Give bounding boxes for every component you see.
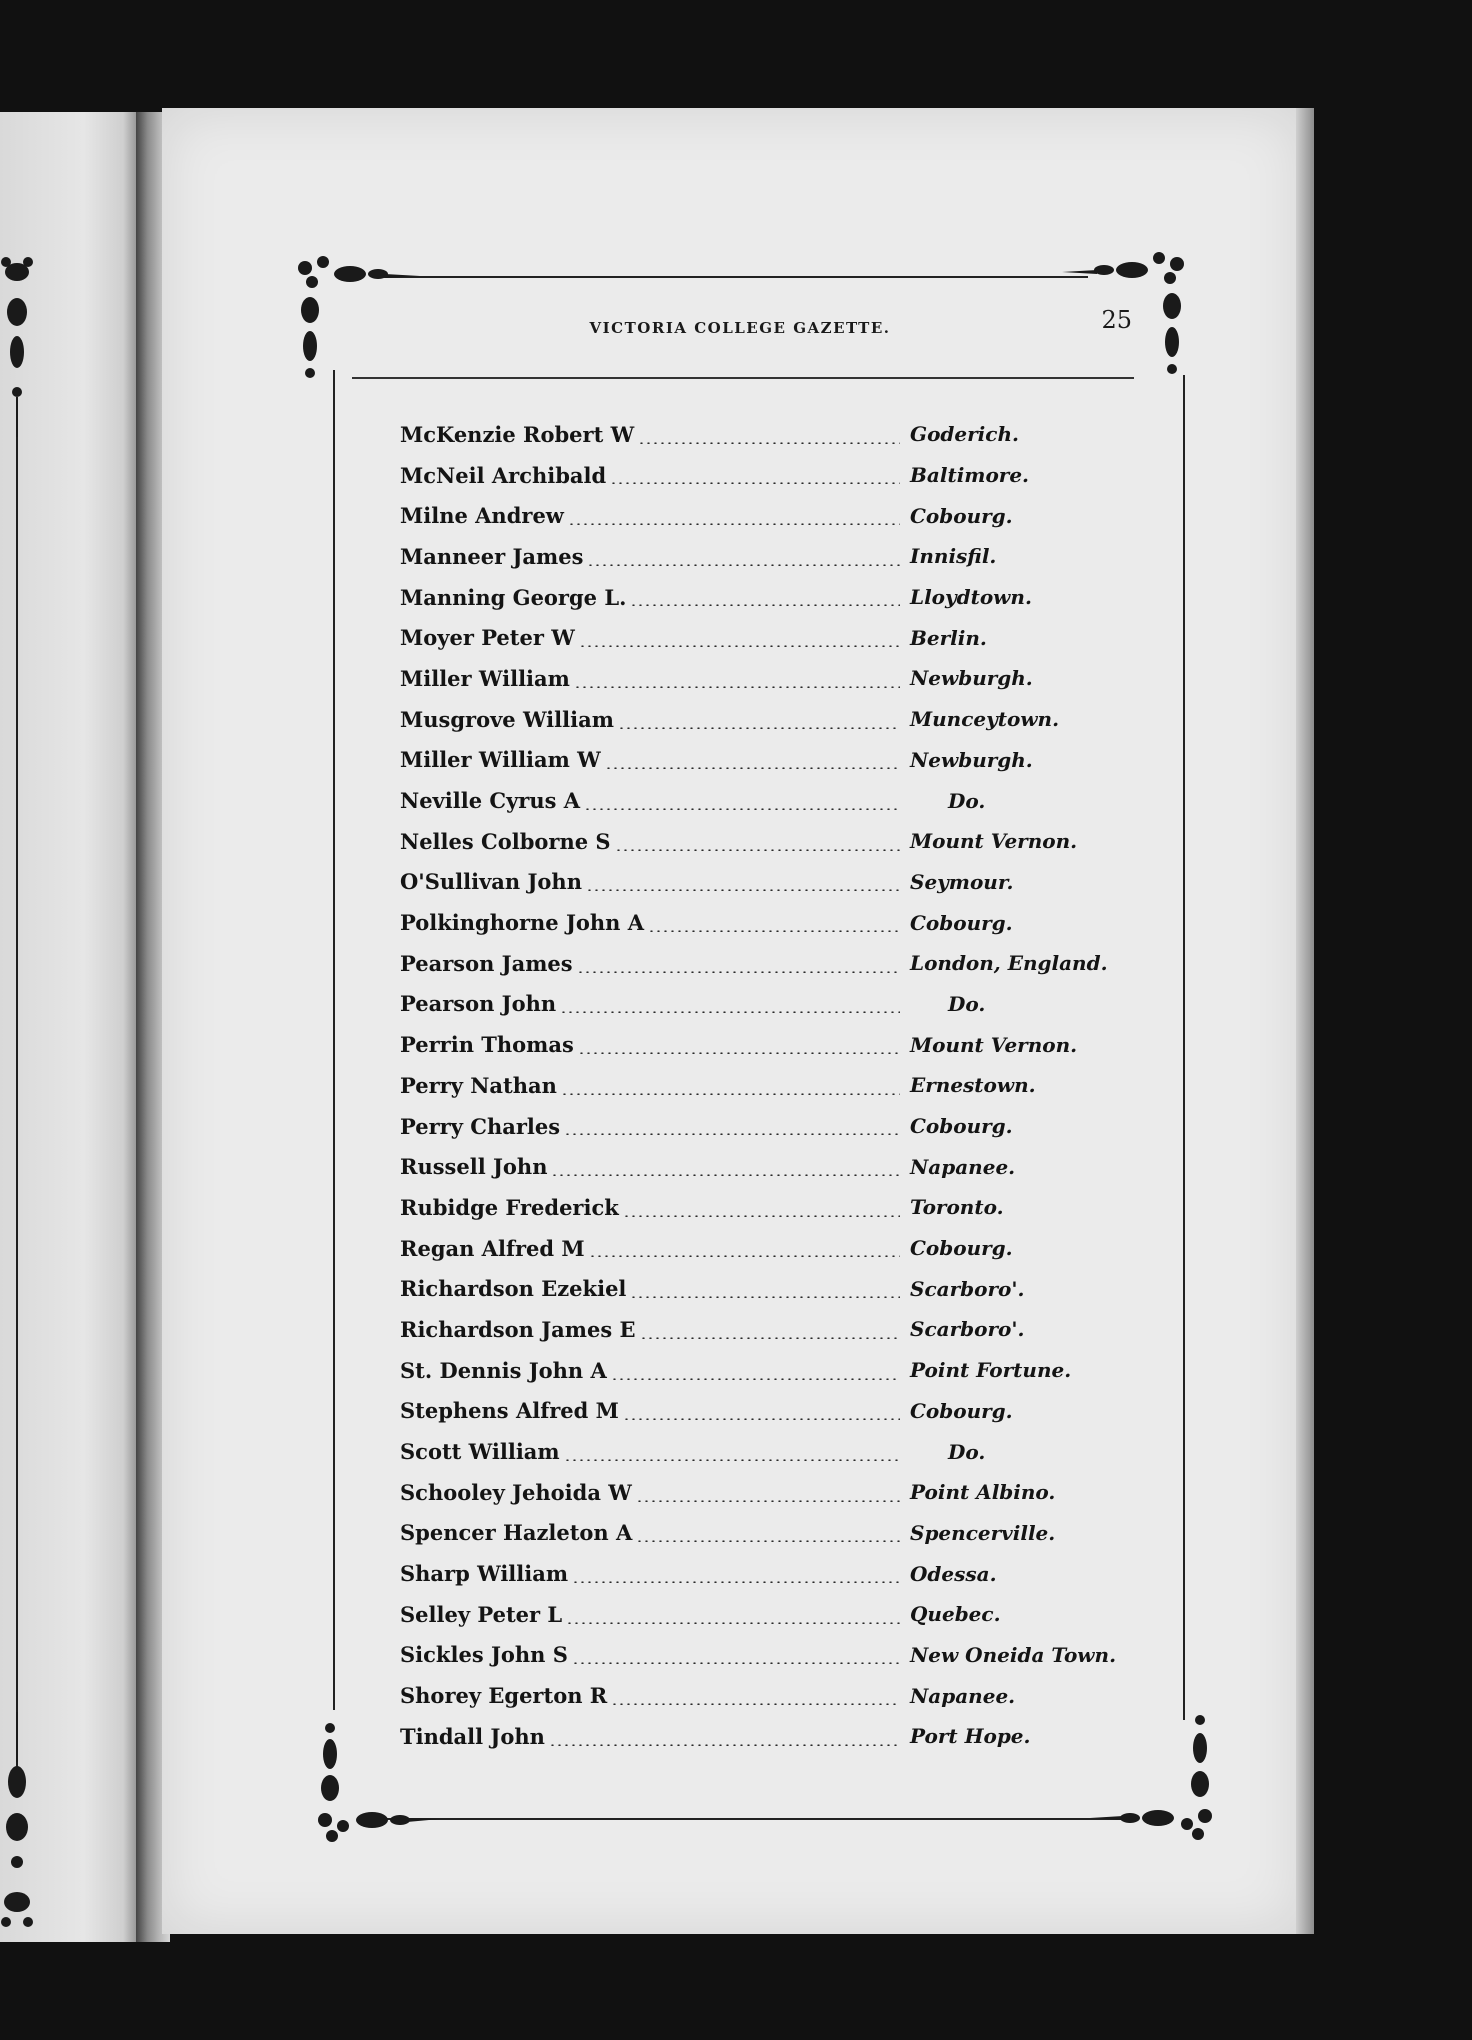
hometown: Spencerville. — [910, 1520, 1056, 1545]
dot-leader — [638, 442, 900, 444]
student-name: Russell John — [400, 1154, 548, 1180]
student-name: Sharp William — [400, 1561, 569, 1587]
list-item — [400, 1431, 1140, 1472]
list-item — [400, 1716, 1140, 1757]
student-name: Rubidge Frederick — [400, 1194, 619, 1220]
student-name: Perrin Thomas — [400, 1032, 574, 1058]
hometown: London, England. — [910, 951, 1108, 976]
list-item — [400, 1513, 1140, 1554]
hometown: Ernestown. — [910, 1073, 1036, 1098]
hometown: Do. — [948, 788, 986, 813]
page-number: 25 — [1101, 306, 1132, 334]
facing-page-top-ornament — [0, 252, 34, 442]
list-item — [400, 740, 1140, 781]
dot-leader — [566, 1622, 900, 1624]
list-item — [400, 1065, 1140, 1106]
facing-page — [0, 112, 140, 1942]
dot-leader — [551, 1174, 900, 1176]
list-item — [400, 577, 1140, 618]
dot-leader — [611, 1378, 900, 1380]
dot-leader — [579, 645, 900, 647]
hometown: New Oneida Town. — [910, 1642, 1117, 1667]
list-item — [400, 1187, 1140, 1228]
frame-bottom-line — [366, 1818, 1126, 1820]
student-list — [400, 414, 1140, 1757]
hometown: Cobourg. — [910, 910, 1013, 935]
hometown: Cobourg. — [910, 1398, 1013, 1423]
student-name: Shorey Egerton R — [400, 1683, 608, 1709]
student-name: Neville Cyrus A — [400, 788, 581, 814]
student-name: Moyer Peter W — [400, 625, 575, 651]
dot-leader — [630, 1296, 900, 1298]
student-name: O'Sullivan John — [400, 869, 582, 895]
student-name: Polkinghorne John A — [400, 910, 645, 936]
student-name: Pearson John — [400, 991, 557, 1017]
list-item — [400, 699, 1140, 740]
student-name: Pearson James — [400, 950, 573, 976]
dot-leader — [618, 727, 900, 729]
hometown: Point Fortune. — [910, 1358, 1072, 1383]
student-name: St. Dennis John A — [400, 1357, 607, 1383]
student-name: Miller William W — [400, 747, 601, 773]
list-item — [400, 617, 1140, 658]
list-item — [400, 1024, 1140, 1065]
frame-left-line — [333, 370, 335, 1710]
hometown: Mount Vernon. — [910, 829, 1078, 854]
frame-right-line — [1183, 375, 1185, 1720]
dot-leader — [611, 1703, 900, 1705]
list-item — [400, 1391, 1140, 1432]
list-item — [400, 1675, 1140, 1716]
student-name: Selley Peter L — [400, 1601, 563, 1627]
hometown: Odessa. — [910, 1561, 997, 1586]
hometown: Baltimore. — [910, 463, 1030, 488]
hometown: Do. — [948, 991, 986, 1016]
hometown: Napanee. — [910, 1683, 1016, 1708]
list-item — [400, 943, 1140, 984]
student-name: Schooley Jehoida W — [400, 1479, 632, 1505]
hometown: Cobourg. — [910, 1236, 1013, 1261]
dot-leader — [623, 1215, 900, 1217]
hometown: Toronto. — [910, 1195, 1004, 1220]
list-item — [400, 455, 1140, 496]
student-name: Manneer James — [400, 543, 584, 569]
student-name: Scott William — [400, 1439, 560, 1465]
list-item — [400, 495, 1140, 536]
hometown: Goderich. — [910, 422, 1019, 447]
list-item — [400, 1228, 1140, 1269]
hometown: Munceytown. — [910, 707, 1060, 732]
hometown: Innisfil. — [910, 544, 997, 569]
hometown: Berlin. — [910, 625, 987, 650]
student-name: Richardson James E — [400, 1316, 636, 1342]
student-name: Sickles John S — [400, 1642, 568, 1668]
hometown: Napanee. — [910, 1154, 1016, 1179]
top-left-corner-ornament — [290, 248, 420, 388]
dot-leader — [586, 889, 900, 891]
student-name: Perry Charles — [400, 1113, 561, 1139]
student-name: Manning George L. — [400, 584, 627, 610]
dot-leader — [636, 1500, 900, 1502]
student-name: McKenzie Robert W — [400, 421, 635, 447]
dot-leader — [568, 523, 900, 525]
dot-leader — [623, 1418, 900, 1420]
hometown: Seymour. — [910, 869, 1014, 894]
dot-leader — [549, 1744, 900, 1746]
hometown: Port Hope. — [910, 1724, 1031, 1749]
dot-leader — [636, 1540, 900, 1542]
list-item — [400, 902, 1140, 943]
dot-leader — [587, 564, 900, 566]
student-name: Richardson Ezekiel — [400, 1276, 627, 1302]
list-item — [400, 1106, 1140, 1147]
frame-top-line — [378, 276, 1088, 278]
list-item — [400, 1350, 1140, 1391]
list-item — [400, 658, 1140, 699]
page-edge — [1296, 108, 1314, 1934]
student-name: McNeil Archibald — [400, 462, 607, 488]
dot-leader — [589, 1255, 900, 1257]
list-item — [400, 984, 1140, 1025]
list-item — [400, 1268, 1140, 1309]
dot-leader — [577, 971, 900, 973]
list-item — [400, 414, 1140, 455]
hometown: Cobourg. — [910, 1114, 1013, 1139]
hometown: Cobourg. — [910, 503, 1013, 528]
list-item — [400, 1146, 1140, 1187]
header-rule — [352, 377, 1134, 379]
student-name: Nelles Colborne S — [400, 828, 611, 854]
dot-leader — [574, 686, 900, 688]
dot-leader — [615, 849, 900, 851]
hometown: Lloydtown. — [910, 585, 1032, 610]
dot-leader — [605, 767, 900, 769]
dot-leader — [572, 1581, 900, 1583]
list-item — [400, 1472, 1140, 1513]
student-name: Milne Andrew — [400, 503, 564, 529]
list-item — [400, 1635, 1140, 1676]
facing-page-border-line — [16, 402, 18, 1782]
student-name: Perry Nathan — [400, 1072, 557, 1098]
dot-leader — [584, 808, 900, 810]
dot-leader — [610, 482, 900, 484]
running-head: VICTORIA COLLEGE GAZETTE. — [589, 319, 891, 337]
list-item — [400, 821, 1140, 862]
dot-leader — [560, 1011, 900, 1013]
dot-leader — [578, 1052, 900, 1054]
dot-leader — [640, 1337, 900, 1339]
hometown: Mount Vernon. — [910, 1032, 1078, 1057]
student-name: Musgrove William — [400, 706, 614, 732]
hometown: Scarboro'. — [910, 1276, 1025, 1301]
hometown: Point Albino. — [910, 1480, 1056, 1505]
list-item — [400, 1553, 1140, 1594]
hometown: Newburgh. — [910, 747, 1033, 772]
student-name: Tindall John — [400, 1723, 545, 1749]
student-name: Spencer Hazleton A — [400, 1520, 633, 1546]
hometown: Newburgh. — [910, 666, 1033, 691]
hometown: Quebec. — [910, 1602, 1001, 1627]
list-item — [400, 862, 1140, 903]
student-name: Stephens Alfred M — [400, 1398, 619, 1424]
dot-leader — [630, 604, 900, 606]
student-name: Regan Alfred M — [400, 1235, 585, 1261]
list-item — [400, 536, 1140, 577]
dot-leader — [572, 1662, 900, 1664]
student-name: Miller William — [400, 665, 570, 691]
dot-leader — [564, 1459, 900, 1461]
hometown: Scarboro'. — [910, 1317, 1025, 1342]
dot-leader — [561, 1093, 900, 1095]
dot-leader — [648, 930, 900, 932]
facing-page-bottom-ornament — [0, 1712, 34, 1942]
list-item — [400, 1309, 1140, 1350]
dot-leader — [564, 1133, 900, 1135]
hometown: Do. — [948, 1439, 986, 1464]
list-item — [400, 1594, 1140, 1635]
list-item — [400, 780, 1140, 821]
